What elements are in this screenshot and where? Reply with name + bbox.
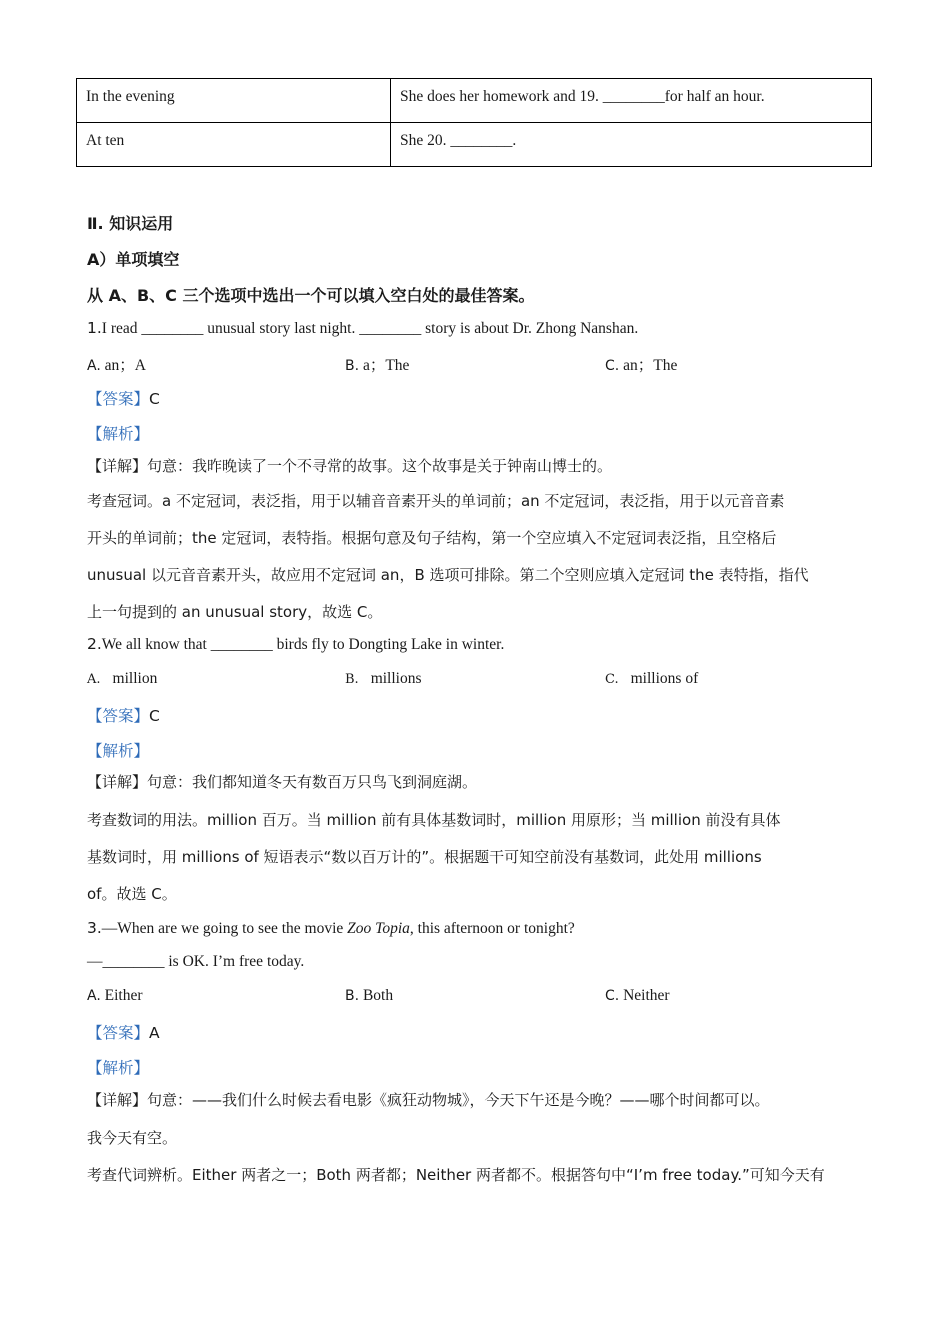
question-3 [87, 919, 870, 938]
option-text: an；The [619, 357, 678, 374]
section-instruction: 从 A、B、C 三个选项中选出一个可以填入空白处的最佳答案。 [87, 286, 535, 305]
option-a [87, 353, 146, 375]
option-a [87, 670, 157, 688]
option-c [605, 353, 677, 375]
option-letter: C. [605, 358, 620, 374]
option-text: Either [100, 987, 143, 1004]
question-text: —When are we going to see the movie [101, 920, 348, 937]
detail-text: 句意：——我们什么时候去看电影《疯狂动物城》，今天下午还是今晚？——哪个时间都可以。 [147, 1091, 770, 1109]
option-text: millions [370, 670, 422, 687]
option-letter: B. [345, 988, 360, 1004]
explanation-line: 上一句提到的 an unusual story，故选 C。 [87, 603, 383, 621]
table-row [77, 79, 872, 123]
option-text: millions of [630, 670, 699, 687]
option-letter: A. [87, 358, 101, 374]
answer-value: A [149, 1024, 160, 1042]
question-2 [87, 635, 870, 654]
answer-label: 【答案】 [87, 707, 150, 725]
table-cell: At ten [77, 123, 391, 167]
question-number: 2. [87, 635, 102, 653]
answer-line [87, 1021, 870, 1043]
option-letter: B. [345, 358, 360, 374]
detail-label: 【详解】 [87, 457, 148, 475]
explanation-line: 考查冠词。a 不定冠词，表泛指，用于以辅音音素开头的单词前；an 不定冠词，表泛指，用于以元音音素 [87, 492, 785, 510]
answer-label: 【答案】 [87, 1024, 150, 1042]
option-b [345, 987, 393, 1005]
question-number: 3. [87, 919, 102, 937]
explanation-line: of。故选 C。 [87, 885, 177, 903]
explanation-line: 考查数词的用法。million 百万。当 million 前有具体基数词时，million 用原形；当 million 前没有具体 [87, 811, 781, 829]
movie-title: Zoo Topia [347, 920, 410, 937]
question-text: , this afternoon or tonight? [409, 920, 575, 937]
detail-text: 句意：我昨晚读了一个不寻常的故事。这个故事是关于钟南山博士的。 [147, 457, 613, 475]
table-cell: In the evening [77, 79, 391, 123]
table-cell: She 20. ________. [391, 123, 872, 167]
option-c [605, 670, 698, 688]
answer-label: 【答案】 [87, 390, 150, 408]
answer-value: C [149, 390, 160, 408]
explanation-line: 开头的单词前；the 定冠词，表特指。根据句意及句子结构，第一个空应填入不定冠词表泛指，且空格后 [87, 529, 777, 547]
analysis-label: 【解析】 [87, 742, 150, 760]
option-letter: A. [87, 672, 101, 687]
explanation-line: 考查代词辨析。Either 两者之一；Both 两者都；Neither 两者都不。根据答句中“I’m free today.”可知今天有 [87, 1166, 825, 1184]
detail-line [87, 455, 870, 476]
option-c [605, 987, 670, 1005]
detail-text: 句意：我们都知道冬天有数百万只鸟飞到洞庭湖。 [147, 773, 478, 791]
question-text: I read ________ unusual story last night. ________ story is about Dr. Zhong Nanshan. [101, 320, 639, 337]
question-3-reply: —________ is OK. I’m free today. [87, 953, 305, 970]
option-letter: C. [605, 672, 619, 687]
option-b [345, 670, 422, 688]
option-text: a；The [359, 357, 410, 374]
section-title: Ⅱ. 知识运用 [87, 214, 174, 233]
option-letter: A. [87, 988, 101, 1004]
answer-value: C [149, 707, 160, 725]
option-b [345, 353, 409, 375]
option-text: an；A [100, 357, 146, 374]
option-text: Both [359, 987, 394, 1004]
analysis-label: 【解析】 [87, 1059, 150, 1077]
schedule-table [76, 78, 872, 167]
explanation-line: 基数词时，用 millions of 短语表示“数以百万计的”。根据题干可知空前没有基数词，此处用 millions [87, 848, 762, 866]
option-letter: B. [345, 672, 359, 687]
analysis-label: 【解析】 [87, 425, 150, 443]
question-number: 1. [87, 319, 102, 337]
answer-line [87, 704, 870, 726]
question-1 [87, 319, 870, 338]
detail-label: 【详解】 [87, 1091, 148, 1109]
option-text: million [112, 670, 158, 687]
explanation-line: unusual 以元音音素开头，故应用不定冠词 an，B 选项可排除。第二个空则应填入定冠词 the 表特指，指代 [87, 566, 809, 584]
detail-line [87, 1089, 870, 1110]
option-letter: C. [605, 988, 620, 1004]
table-cell: She does her homework and 19. ________for half an hour. [391, 79, 872, 123]
section-subtitle: A）单项填空 [87, 250, 180, 269]
detail-line-cont: 我今天有空。 [87, 1129, 178, 1147]
option-text: Neither [619, 987, 670, 1004]
answer-line [87, 387, 870, 409]
detail-line [87, 771, 870, 792]
detail-label: 【详解】 [87, 773, 148, 791]
option-a [87, 987, 143, 1005]
table-row [77, 123, 872, 167]
question-text: We all know that ________ birds fly to Dongting Lake in winter. [101, 636, 505, 653]
